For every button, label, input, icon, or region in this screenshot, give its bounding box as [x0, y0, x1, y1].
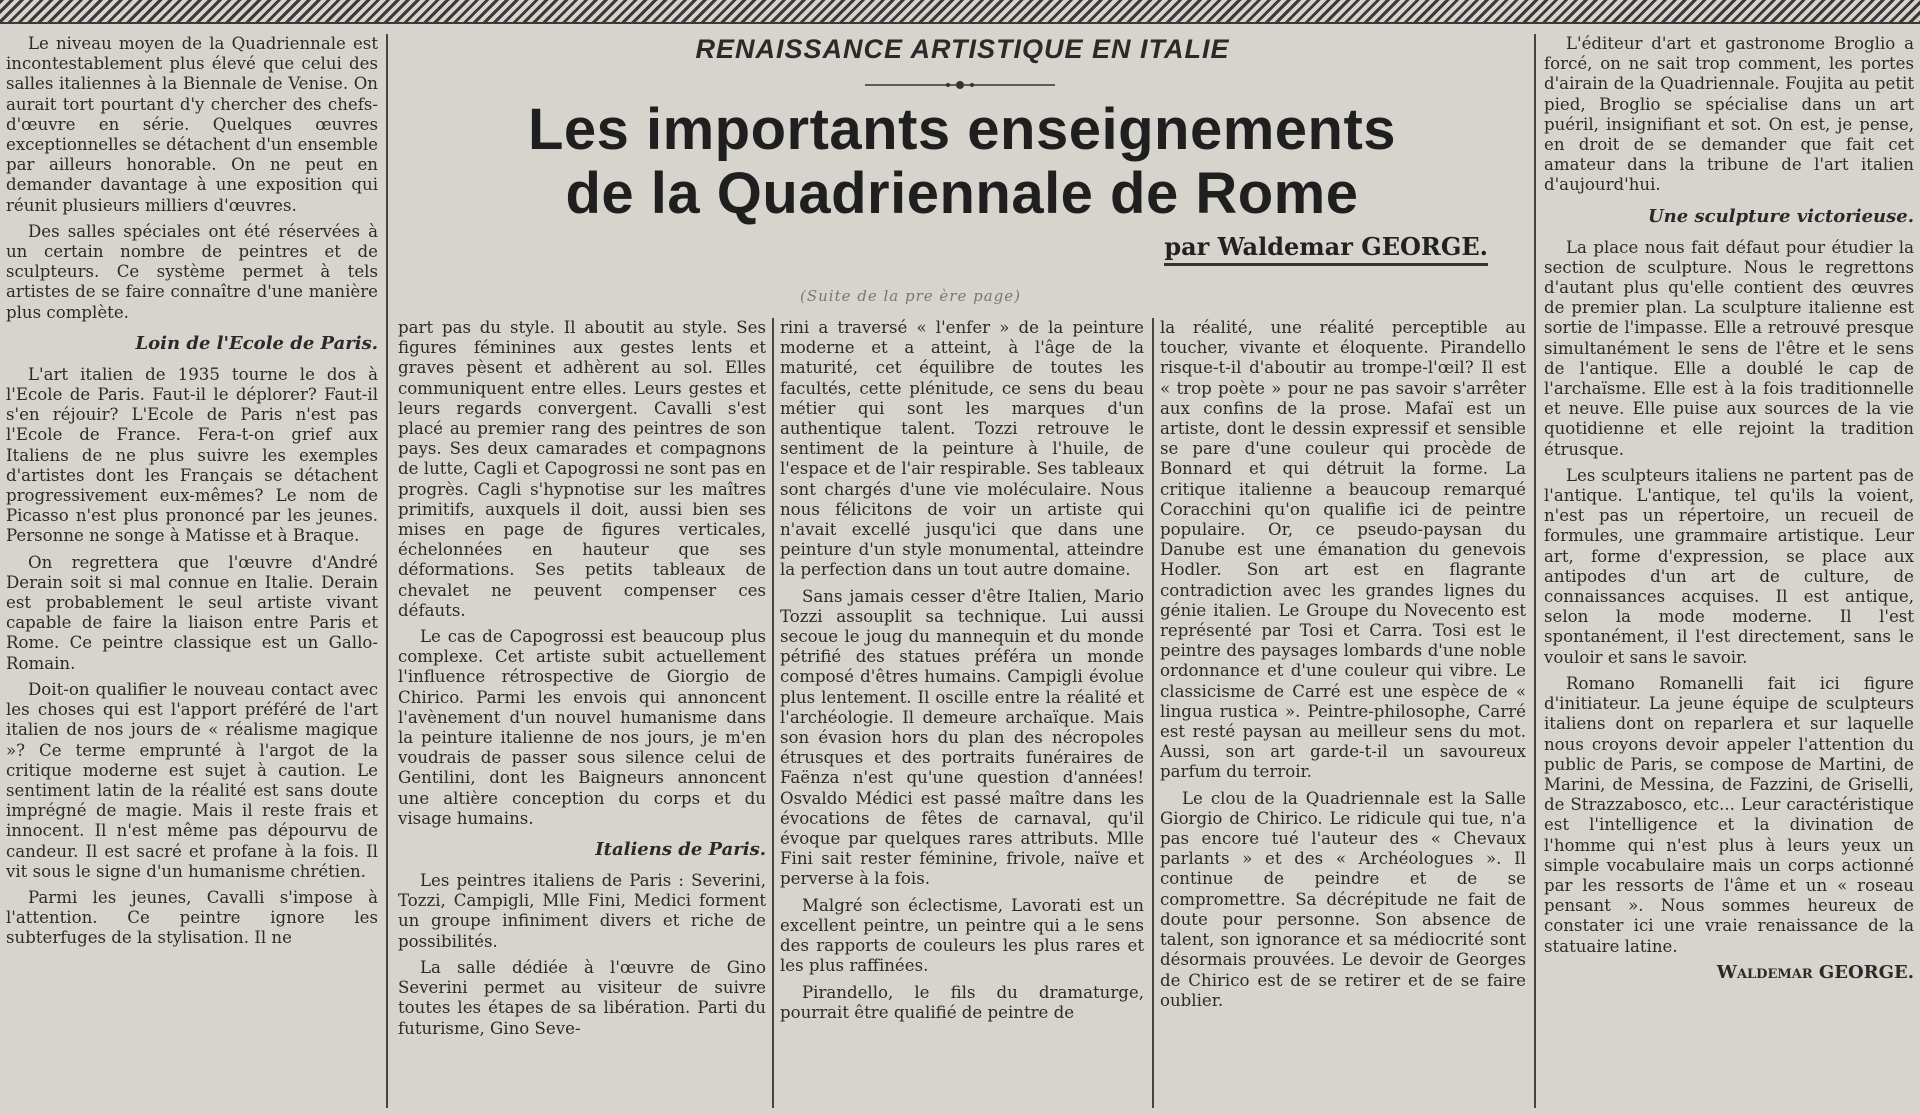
section-heading: Loin de l'Ecole de Paris.	[135, 332, 378, 354]
section-heading: Italiens de Paris.	[595, 839, 766, 861]
column-rule	[1534, 34, 1536, 1108]
paragraph: Le cas de Capogrossi est beaucoup plus complexe. Cet artiste subit actuellement l'influence rétrospective de Giorgio de Chirico. Parmi les envois qui annoncent l'avènement d'un nouvel humanisme dans la peinture italienne de nos jours, je m'en voudrais de passer sous silence celui de Gentilini, dont les Baigneurs annoncent une altière conception du corps et du visage humains.	[398, 627, 766, 828]
paragraph: Malgré son éclectisme, Lavorati est un excellent peintre, un peintre qui a le sens des rapports de couleurs les plus rares et les plus raffinées.	[780, 895, 1144, 976]
paragraph: Pirandello, le fils du dramaturge, pourrait être qualifié de peintre de	[780, 982, 1144, 1022]
column-2	[398, 318, 766, 1110]
paragraph: Le niveau moyen de la Quadriennale est incontestablement plus élevé que celui des salles italiennes à la Biennale de Venise. On aurait tort pourtant d'y chercher des chefs-d'œuvre en série. Quelques œuvres exceptionnelles se détachent d'un ensemble par ailleurs honorable. On ne peut en demander davantage à une exposition qui réunit plusieurs milliers d'œuvres.	[6, 34, 378, 215]
headline-line-1: Les importants enseignements	[527, 97, 1397, 162]
article-kicker: RENAISSANCE ARTISTIQUE EN ITALIE	[695, 34, 1230, 64]
column-1	[6, 34, 378, 1110]
article-headline	[392, 98, 1532, 226]
paragraph: Les peintres italiens de Paris : Severini, Tozzi, Campigli, Mlle Fini, Medici forment un groupe infiniment divers et riche de possibilités.	[398, 871, 766, 951]
continuation-note: (Suite de la pre ère page)	[800, 287, 1021, 305]
paragraph: Sans jamais cesser d'être Italien, Mario Tozzi assouplit sa technique. Lui aussi secoue le joug du mannequin et du monde pétrifié des statues préféra un monde composé d'êtres humains. Campigli évolue plus lentement. Il oscille entre la réalité et l'archéologie. Il demeure archaïque. Mais son évasion hors du plan des nécropoles étrusques et des portraits funéraires de Faënza n'est qu'une question d'années! Osvaldo Médici est passé maître dans les évocations de fêtes de carnaval, qu'il évoque par quelques rares attributs. Mlle Fini sait rester féminine, frivole, naïve et perverse à la fois.	[780, 586, 1144, 889]
paragraph: Le clou de la Quadriennale est la Salle Giorgio de Chirico. Le ridicule qui tue, n'a pas encore tué l'auteur des « Chevaux parlants » et des « Archéologues ». Il continue de peindre et de se compromettre. Sa décrépitude ne fait de doute pour personne. Son absence de talent, son ignorance et sa médiocrité sont désormais prouvées. Le devoir de Georges de Chirico est de se retirer et de se faire oublier.	[1160, 788, 1526, 1010]
column-rule	[772, 318, 774, 1108]
headline-line-2: de la Quadriennale de Rome	[565, 161, 1359, 226]
paragraph: rini a traversé « l'enfer » de la peinture moderne et a atteint, à l'âge de la maturité, cet équilibre de toutes les facultés, cette plénitude, ce sens du beau métier qui sont les marques d'un authentique talent. Tozzi retrouve le sentiment de la peinture à l'huile, de l'espace et de l'air respirable. Ses tableaux sont chargés d'une vie moléculaire. Nous nous félicitons de voir un artiste qui n'avait excellé jusqu'ici que dans une peinture d'un style monumental, atteindre la perfection dans un tout autre domaine.	[780, 318, 1144, 580]
paragraph: Les sculpteurs italiens ne partent pas de l'antique. L'antique, tel qu'ils la voient, n'est pas un répertoire, un recueil de formules, une grammaire artistique. Leur art, forme d'expression, se place aux antipodes d'un art de culture, de connaissances acquises. Il est antique, selon la mode moderne. Il l'est spontanément, il l'est directement, sans le vouloir et sans le savoir.	[1544, 465, 1914, 667]
paragraph: La place nous fait défaut pour étudier la section de sculpture. Nous le regrettons d'autant plus qu'elle contient des œuvres de premier plan. La sculpture italienne est sortie de l'impasse. Elle a retrouvé presque simultanément le sens de l'être et le sens de l'antique. Elle a doublé le cap de l'archaïsme. Elle est à la fois traditionnelle et neuve. Elle puise aux sources de la vie quotidienne et elle rejoint la tradition étrusque.	[1544, 237, 1914, 459]
paragraph: Parmi les jeunes, Cavalli s'impose à l'attention. Ce peintre ignore les subterfuges de la stylisation. Il ne	[6, 887, 378, 948]
paragraph: On regrettera que l'œuvre d'André Derain soit si mal connue en Italie. Derain est probablement le seul artiste vivant capable de faire la liaison entre Paris et Rome. Ce peintre classique est un Gallo-Romain.	[6, 552, 378, 673]
ornament-divider	[860, 78, 1060, 92]
paragraph: la réalité, une réalité perceptible au toucher, vivante et éloquente. Pirandello risque-t-il d'aboutir au trompe-l'œil? Il est « trop poète » pour ne pas savoir s'arrêter aux confins de la prose. Mafaï est un artiste, dont le dessin expressif et sensible se pare d'une couleur qui procède de Bonnard et qui détruit la forme. La critique italienne a beaucoup remarqué Coracchini qu'on qualifie ici de peintre populaire. Or, ce pseudo-paysan du Danube est une émanation du genevois Hodler. Son art est en flagrante contradiction avec les grandes lignes du génie italien. Le Groupe du Novecento est représenté par Tosi et Carra. Tosi est le peintre des paysages lombards d'une noble ordonnance et d'une couleur qui vibre. Le classicisme de Carré est une espèce de « lingua rustica ». Peintre-philosophe, Carré est resté paysan au meilleur sens du mot. Aussi, son art garde-t-il un savoureux parfum du terroir.	[1160, 318, 1526, 782]
paragraph: L'art italien de 1935 tourne le dos à l'Ecole de Paris. Faut-il le déplorer? Faut-il s'en réjouir? L'Ecole de Paris n'est pas l'Ecole de France. Fera-t-on grief aux Italiens de ne plus suivre les exemples d'artistes dont les Français se détachent progressivement eux-mêmes? Le nom de Picasso n'est plus prononcé par les jeunes. Personne ne songe à Matisse et à Braque.	[6, 364, 378, 546]
column-rule	[386, 34, 388, 1108]
paragraph: Doit-on qualifier le nouveau contact avec les choses qui est l'apport préféré de l'art italien de nos jours de « réalisme magique »? Ce terme emprunté à l'argot de la critique moderne est sujet à caution. Le sentiment latin de la réalité est sans doute imprégné de magie. Mais il reste frais et innocent. Il n'est même pas dépourvu de candeur. Il est sacré et profane à la fois. Il vit sous le signe d'un humanisme chrétien.	[6, 679, 378, 881]
column-3	[780, 318, 1144, 1110]
column-rule	[1152, 318, 1154, 1108]
paragraph: La salle dédiée à l'œuvre de Gino Severini permet au visiteur de suivre toutes les étapes de sa libération. Parti du futurisme, Gino Seve-	[398, 957, 766, 1038]
column-4	[1160, 318, 1526, 1110]
section-heading: Une sculpture victorieuse.	[1647, 205, 1914, 227]
paragraph: Romano Romanelli fait ici figure d'initiateur. La jeune équipe de sculpteurs italiens dont on reparlera et sur laquelle nous croyons devoir appeler l'attention du public de Paris, se compose de Martini, de Marini, de Messina, de Fazzini, de Griselli, de Strazzabosco, etc... Leur caractéristique est l'intelligence et la divination de l'homme qui n'est plus à leurs yeux un simple vocabulaire mais un corps actionné par les ressorts de l'âme et un « roseau pensant ». Nous sommes heureux de constater ici une vraie renaissance de la statuaire latine.	[1544, 673, 1914, 956]
paragraph: L'éditeur d'art et gastronome Broglio a forcé, on ne sait trop comment, les portes d'airain de la Quadriennale. Foujita au petit pied, Broglio se spécialise dans un art puéril, insignifiant et sot. On est, je pense, en droit de se demander que fait cet amateur dans la tribune de l'art italien d'aujourd'hui.	[1544, 34, 1914, 195]
column-5	[1544, 34, 1914, 1110]
paragraph: part pas du style. Il aboutit au style. Ses figures féminines aux gestes lents et graves pèsent et adhèrent au sol. Elles communiquent entre elles. Leurs gestes et leurs regards convergent. Cavalli s'est placé au premier rang des peintres de son pays. Ses deux camarades et compagnons de lutte, Cagli et Capogrossi ne sont pas en progrès. Cagli s'hypnotise sur les maîtres primitifs, auxquels il doit, aussi bien ses mises en page de figures verticales, échelonnées en hauteur que ses déformations. Ses petits tableaux de chevalet ne peuvent compenser ces défauts.	[398, 318, 766, 620]
byline: par Waldemar GEORGE.	[1164, 232, 1488, 266]
top-decorative-border	[0, 0, 1920, 24]
paragraph: Des salles spéciales ont été réservées à un certain nombre de peintres et de sculpteurs. Ce système permet à tels artistes de se faire connaître d'une manière plus complète.	[6, 221, 378, 322]
author-signature: Waldemar GEORGE.	[1716, 961, 1914, 983]
